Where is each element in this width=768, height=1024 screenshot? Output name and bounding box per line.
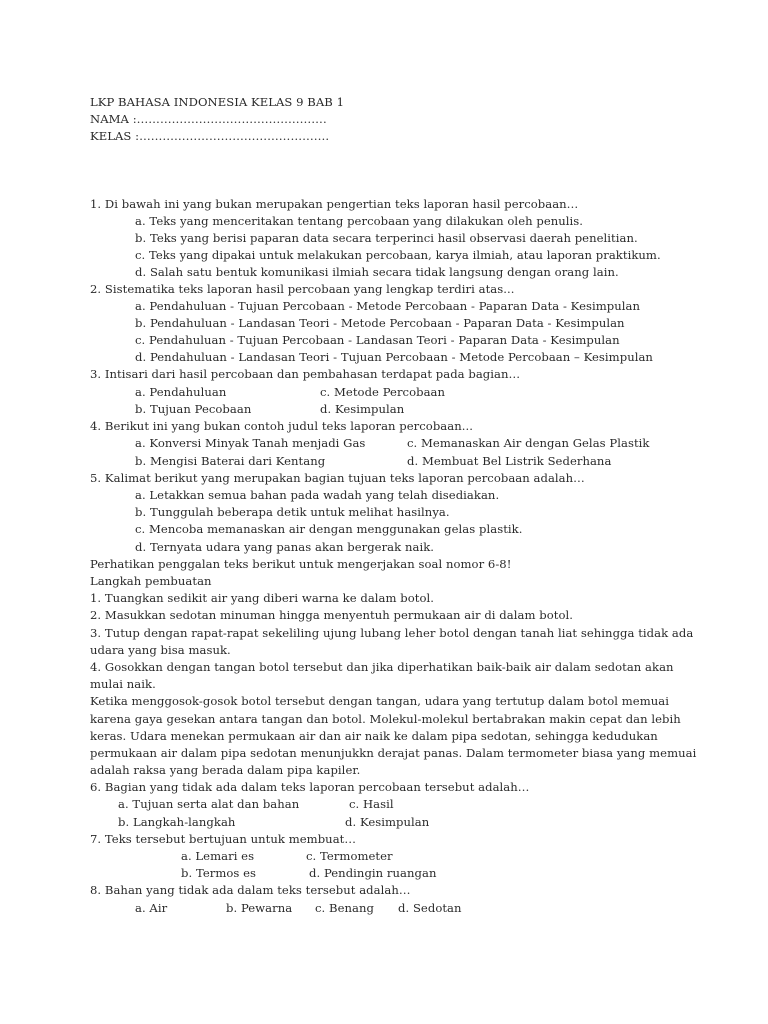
q3-option-d: d. Kesimpulan xyxy=(320,402,405,416)
passage-step: 2. Masukkan sedotan minuman hingga menyentuh permukaan air di dalam botol. xyxy=(90,608,573,622)
name-field: NAMA :…………………………………………. xyxy=(90,112,327,126)
q2-option-c: c. Pendahuluan - Tujuan Percobaan - Landasan Teori - Paparan Data - Kesimpulan xyxy=(135,333,620,347)
q1-option-d: d. Salah satu bentuk komunikasi ilmiah secara tidak langsung dengan orang lain. xyxy=(135,265,619,279)
q8-option-a: a. Air xyxy=(135,901,168,915)
passage-explanation-line: karena gaya gesekan antara tangan dan botol. Molekul-molekul bertabrakan makin cepat dan lebih xyxy=(90,712,681,726)
q4-option-a: a. Konversi Minyak Tanah menjadi Gas xyxy=(135,436,366,450)
q6-option-b: b. Langkah-langkah xyxy=(118,815,236,829)
passage-heading: Langkah pembuatan xyxy=(90,574,212,588)
question-7: 7. Teks tersebut bertujuan untuk membuat… xyxy=(90,832,357,846)
q4-option-d: d. Membuat Bel Listrik Sederhana xyxy=(407,454,612,468)
q6-option-d: d. Kesimpulan xyxy=(345,815,430,829)
q4-option-c: c. Memanaskan Air dengan Gelas Plastik xyxy=(407,436,650,450)
q8-option-b: b. Pewarna xyxy=(226,901,293,915)
passage-step: 1. Tuangkan sedikit air yang diberi warna ke dalam botol. xyxy=(90,591,435,605)
q5-option-d: d. Ternyata udara yang panas akan bergerak naik. xyxy=(135,540,435,554)
q3-option-b: b. Tujuan Pecobaan xyxy=(135,402,252,416)
question-1: 1. Di bawah ini yang bukan merupakan pengertian teks laporan hasil percobaan… xyxy=(90,197,579,211)
passage-explanation-line: Ketika menggosok-gosok botol tersebut dengan tangan, udara yang tertutup dalam botol memuai xyxy=(90,694,669,708)
q2-option-d: d. Pendahuluan - Landasan Teori - Tujuan Percobaan - Metode Percobaan – Kesimpulan xyxy=(135,350,653,364)
q8-option-d: d. Sedotan xyxy=(398,901,462,915)
question-8: 8. Bahan yang tidak ada dalam teks tersebut adalah… xyxy=(90,883,411,897)
passage-step-continued: udara yang bisa masuk. xyxy=(90,643,231,657)
q4-option-b: b. Mengisi Baterai dari Kentang xyxy=(135,454,326,468)
question-6: 6. Bagian yang tidak ada dalam teks laporan percobaan tersebut adalah… xyxy=(90,780,530,794)
q6-option-c: c. Hasil xyxy=(349,797,394,811)
q5-option-a: a. Letakkan semua bahan pada wadah yang telah disediakan. xyxy=(135,488,500,502)
q7-option-a: a. Lemari es xyxy=(181,849,255,863)
passage-explanation-line: keras. Udara menekan permukaan air dan air naik ke dalam pipa sedotan, sehingga kedudukan xyxy=(90,729,658,743)
q6-option-a: a. Tujuan serta alat dan bahan xyxy=(118,797,300,811)
question-2: 2. Sistematika teks laporan hasil percobaan yang lengkap terdiri atas... xyxy=(90,282,515,296)
q1-option-b: b. Teks yang berisi paparan data secara terperinci hasil observasi daerah penelitian. xyxy=(135,231,638,245)
q5-option-b: b. Tunggulah beberapa detik untuk melihat hasilnya. xyxy=(135,505,450,519)
q8-option-c: c. Benang xyxy=(315,901,374,915)
passage-explanation-line: adalah raksa yang berada dalam pipa kapiler. xyxy=(90,763,361,777)
q7-option-b: b. Termos es xyxy=(181,866,257,880)
passage-explanation-line: permukaan air dalam pipa sedotan menunjukkn derajat panas. Dalam termometer biasa yang memuai xyxy=(90,746,697,760)
q1-option-c: c. Teks yang dipakai untuk melakukan percobaan, karya ilmiah, atau laporan praktikum. xyxy=(135,248,661,262)
worksheet-title: LKP BAHASA INDONESIA KELAS 9 BAB 1 xyxy=(90,95,344,109)
passage-step-continued: mulai naik. xyxy=(90,677,156,691)
question-3: 3. Intisari dari hasil percobaan dan pembahasan terdapat pada bagian… xyxy=(90,367,521,381)
q1-option-a: a. Teks yang menceritakan tentang percobaan yang dilakukan oleh penulis. xyxy=(135,214,584,228)
passage-intro: Perhatikan penggalan teks berikut untuk mengerjakan soal nomor 6-8! xyxy=(90,557,512,571)
q7-option-c: c. Termometer xyxy=(306,849,393,863)
q5-option-c: c. Mencoba memanaskan air dengan menggunakan gelas plastik. xyxy=(135,522,523,536)
q2-option-a: a. Pendahuluan - Tujuan Percobaan - Metode Percobaan - Paparan Data - Kesimpulan xyxy=(135,299,641,313)
passage-step: 3. Tutup dengan rapat-rapat sekeliling ujung lubang leher botol dengan tanah liat sehingga tidak ada xyxy=(90,626,694,640)
passage-step: 4. Gosokkan dengan tangan botol tersebut dan jika diperhatikan baik-baik air dalam sedotan akan xyxy=(90,660,674,674)
class-field: KELAS :…………………………………………. xyxy=(90,129,330,143)
q7-option-d: d. Pendingin ruangan xyxy=(309,866,437,880)
q3-option-c: c. Metode Percobaan xyxy=(320,385,446,399)
question-4: 4. Berikut ini yang bukan contoh judul teks laporan percobaan... xyxy=(90,419,473,433)
question-5: 5. Kalimat berikut yang merupakan bagian tujuan teks laporan percobaan adalah… xyxy=(90,471,585,485)
q2-option-b: b. Pendahuluan - Landasan Teori - Metode Percobaan - Paparan Data - Kesimpulan xyxy=(135,316,625,330)
q3-option-a: a. Pendahuluan xyxy=(135,385,227,399)
